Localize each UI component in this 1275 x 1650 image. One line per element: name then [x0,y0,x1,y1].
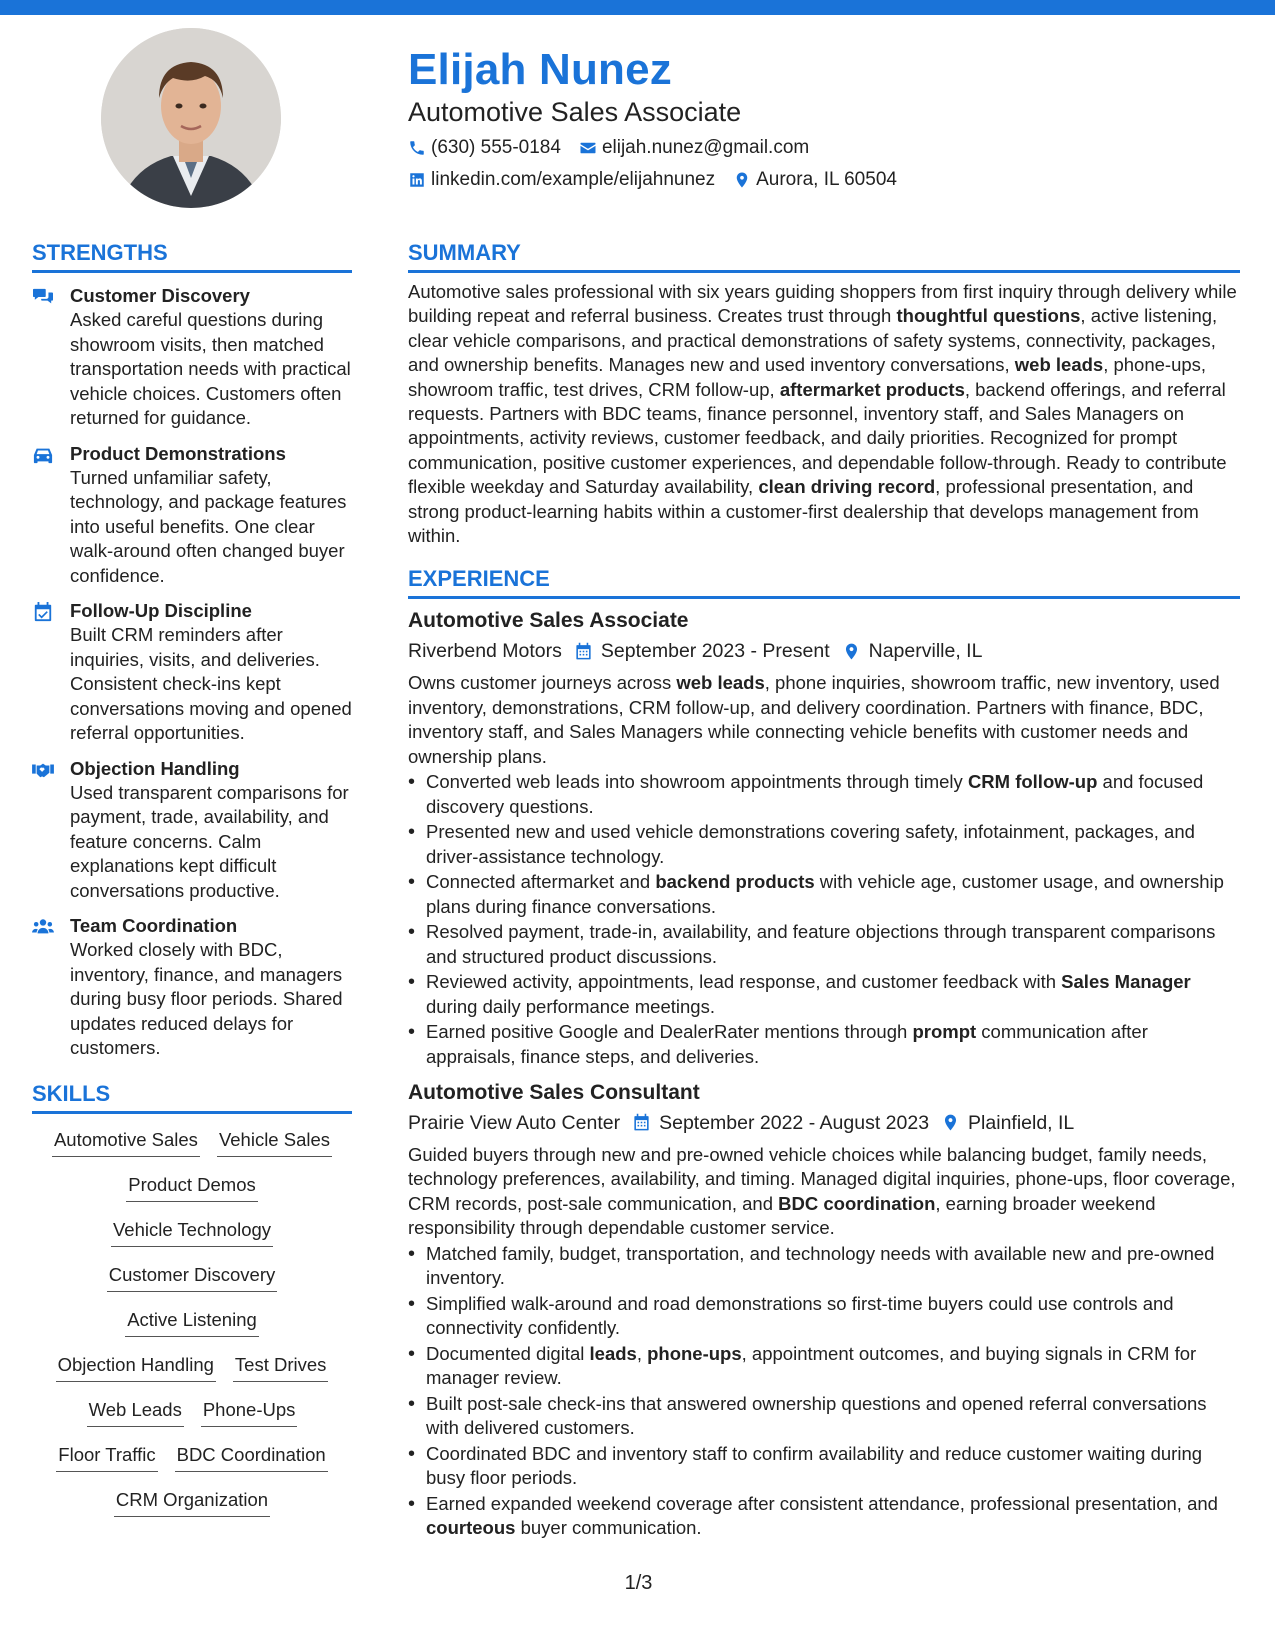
phone-icon [408,139,426,157]
list-item: • Presented new and used vehicle demonstrations covering safety, infotainment, packages, and driver-assistance technology. [408,820,1240,869]
job-description: Guided buyers through new and pre-owned vehicle choices while balancing budget, family needs, technology preferences, availability, and timing. Managed digital inquiries, phone-ups, floor coverage, CRM records, post-sale communication, and BDC coordination, earning broader weekend responsibility through dependable customer service. [408,1143,1236,1239]
skill-tag: Test Drives [233,1351,329,1382]
candidate-role: Automotive Sales Associate [408,97,742,127]
top-accent-bar [0,0,1275,15]
list-item: • Documented digital leads, phone-ups, appointment outcomes, and buying signals in CRM for manager review. [408,1342,1240,1391]
list-item: • Matched family, budget, transportation, and technology needs with available new and pre-owned inventory. [408,1242,1240,1291]
job-company: Prairie View Auto Center [408,1111,621,1134]
handshake-icon [32,760,54,780]
skill-row [32,1351,352,1396]
left-column [32,238,352,1531]
skill-row [32,1261,352,1306]
profile-photo [101,28,281,208]
job-company: Riverbend Motors [408,640,562,663]
list-item: • Reviewed activity, appointments, lead response, and customer feedback with Sales Manager during daily performance meetings. [408,970,1240,1019]
strength-title: Customer Discovery [70,285,250,306]
skills-heading: SKILLS [32,1079,352,1114]
strength-item [32,599,352,746]
strength-desc: Turned unfamiliar safety, technology, and package features into useful benefits. One clear walk-around often changed buyer confidence. [70,466,347,586]
skill-tag: BDC Coordination [175,1441,328,1472]
experience-heading: EXPERIENCE [408,564,1240,599]
map-pin-icon [842,642,861,661]
email-contact[interactable] [579,136,809,160]
envelope-icon [579,139,597,157]
users-icon [32,917,54,937]
skills-list [32,1126,352,1531]
job-bullets [408,1242,1240,1541]
list-item: • Connected aftermarket and backend products with vehicle age, customer usage, and ownership plans during finance conversations. [408,870,1240,919]
linkedin-contact[interactable] [408,168,715,192]
list-item: • Earned positive Google and DealerRater mentions through prompt communication after appraisals, finance steps, and deliveries. [408,1020,1240,1069]
phone-contact [408,136,561,160]
chat-bubbles-icon [32,287,54,307]
job-bullets [408,770,1240,1069]
list-item: • Converted web leads into showroom appointments through timely CRM follow-up and focused discovery questions. [408,770,1240,819]
linkedin-icon [408,171,426,189]
skill-row [32,1486,352,1531]
job-dates: September 2023 - Present [600,640,830,663]
skill-tag: Phone-Ups [201,1396,298,1427]
contact-row-2 [408,168,915,192]
skill-row [32,1126,352,1171]
job-title: Automotive Sales Associate [408,609,689,633]
skill-tag: Objection Handling [56,1351,216,1382]
skill-row [32,1396,352,1441]
phone-text: (630) 555-0184 [431,137,561,158]
map-pin-icon [733,171,751,189]
skill-tag: Floor Traffic [56,1441,157,1472]
job-meta [408,638,1240,664]
skill-tag: Active Listening [125,1306,259,1337]
page-number: 1/3 [624,1572,653,1594]
resume-header [408,44,915,192]
skill-tag: Web Leads [87,1396,184,1427]
map-pin-icon [941,1113,960,1132]
strengths-heading: STRENGTHS [32,238,352,273]
list-item: • Built post-sale check-ins that answered ownership questions and opened referral conversations with delivered customers. [408,1392,1240,1441]
candidate-name: Elijah Nunez [408,45,672,94]
skill-tag: Vehicle Technology [111,1216,273,1247]
strength-item [32,284,352,431]
list-item: • Earned expanded weekend coverage after consistent attendance, professional presentation, and courteous buyer communication. [408,1492,1240,1541]
list-item: • Simplified walk-around and road demonstrations so first-time buyers could use controls and connectivity confidently. [408,1292,1240,1341]
strength-title: Objection Handling [70,757,240,779]
list-item: • Coordinated BDC and inventory staff to confirm availability and reduce customer waiting during busy floor periods. [408,1442,1240,1491]
email-text[interactable]: elijah.nunez@gmail.com [601,137,810,158]
job-description: Owns customer journeys across web leads, phone inquiries, showroom traffic, new inventory, used inventory, demonstrations, CRM follow-up, and delivery coordination. Partners with finance, BDC, inventory staff, and Sales Managers while connecting vehicle benefits with customer needs and ownership plans. [408,672,1220,767]
skill-tag: Product Demos [126,1171,258,1202]
car-icon [32,445,54,465]
skill-row [32,1216,352,1261]
strength-desc: Built CRM reminders after inquiries, visits, and deliveries. Consistent check-ins kept conversations moving and opened referral opportunities. [70,624,352,743]
contact-row-1 [408,136,915,160]
strength-item [32,914,352,1061]
calendar-icon [574,642,593,661]
strength-desc: Used transparent comparisons for payment, trade, availability, and feature concerns. Calm explanations kept difficult conversations productive. [70,781,349,901]
strength-desc: Asked careful questions during showroom visits, then matched transportation needs with practical vehicle choices. Customers often returned for guidance. [70,309,351,428]
calendar-icon [632,1113,651,1132]
strength-title: Follow-Up Discipline [70,600,252,621]
experience-list [408,607,1240,1540]
list-item: • Resolved payment, trade-in, availability, and feature objections through transparent comparisons and structured product discussions. [408,920,1240,969]
summary-text: Automotive sales professional with six years guiding shoppers from first inquiry through delivery while building repeat and referral business. Creates trust through thoughtful questions, active listening, clear vehicle comparisons, and practical demonstrations of safety systems, connectivity, packages, and ownership benefits. Manages new and used inventory conversations, web leads, phone-ups, showroom traffic, test drives, CRM follow-up, aftermarket products, backend offerings, and referral requests. Partners with BDC teams, finance personnel, inventory staff, and Sales Managers on appointments, activity reviews, customer feedback, and daily priorities. Recognized for prompt communication, positive customer experiences, and dependable follow-through. Ready to contribute flexible weekday and Saturday availability, clean driving record, professional presentation, and strong product-learning habits within a customer-first dealership that develops management from within. [408,281,1237,547]
skill-tag: Automotive Sales [52,1126,200,1157]
job-location: Plainfield, IL [968,1111,1075,1134]
summary-heading: SUMMARY [408,238,1240,273]
skill-row [32,1441,352,1486]
job-title: Automotive Sales Consultant [408,1080,700,1104]
location-contact [733,168,897,192]
job-entry [408,1079,1240,1540]
skill-row [32,1171,352,1216]
skill-tag: Vehicle Sales [217,1126,332,1157]
job-entry [408,607,1240,1068]
job-location: Naperville, IL [868,640,983,663]
calendar-check-icon [32,602,54,622]
job-meta [408,1110,1240,1136]
strength-item [32,757,352,904]
skill-tag: Customer Discovery [107,1261,278,1292]
skill-row [32,1306,352,1351]
strength-title: Product Demonstrations [70,442,286,464]
strength-title: Team Coordination [70,915,238,936]
skill-tag: CRM Organization [114,1486,270,1517]
linkedin-text[interactable]: linkedin.com/example/elijahnunez [431,169,716,190]
job-dates: September 2022 - August 2023 [659,1111,930,1134]
strength-item [32,442,352,589]
strength-desc: Worked closely with BDC, inventory, finance, and managers during busy floor periods. Shared updates reduced delays for customers. [70,939,343,1058]
location-text: Aurora, IL 60504 [756,169,897,190]
right-column [408,238,1240,1542]
